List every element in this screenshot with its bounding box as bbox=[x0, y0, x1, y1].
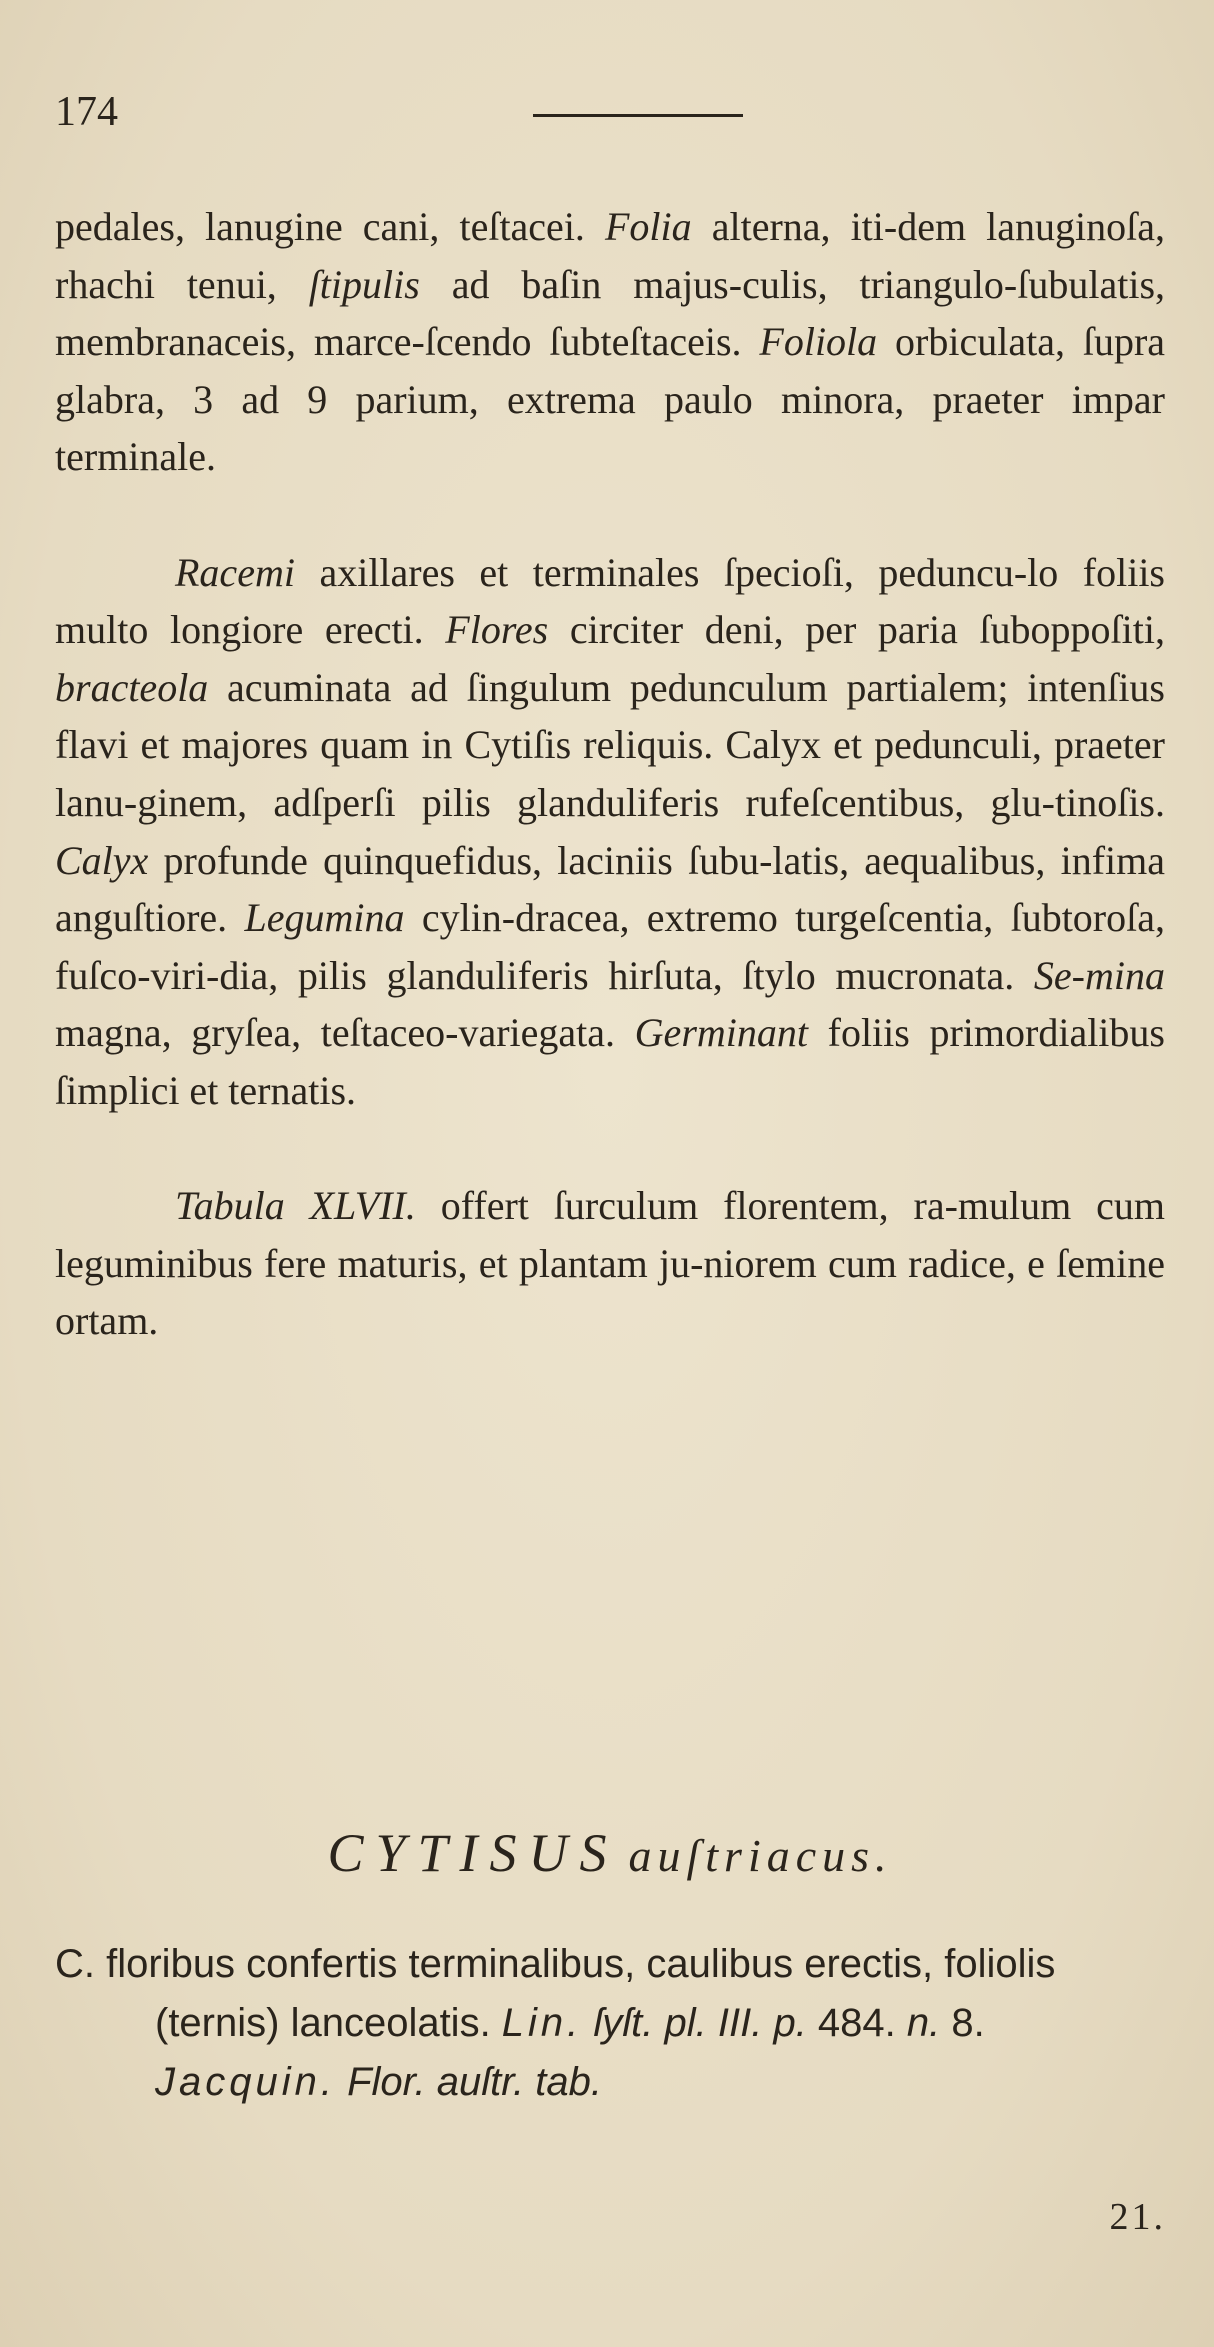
page-header bbox=[55, 88, 1165, 138]
text-run: profunde quinquefidus, laciniis ſubu-latis, aequalibus, infima anguſtiore. bbox=[55, 837, 1165, 941]
paragraph-description-flowers bbox=[55, 544, 1165, 1120]
reference-author-jacquin: Jacquin. bbox=[155, 2060, 336, 2104]
main-text bbox=[55, 198, 1165, 1350]
term-stipulis: ſtipulis bbox=[308, 261, 420, 307]
catchword: 21. bbox=[1109, 2196, 1166, 2238]
text-run: orbiculata, ſupra glabra, 3 ad 9 parium, extrema paulo minora, praeter impar terminale. bbox=[55, 319, 1166, 480]
text-run: axillares et terminales ſpecioſi, peduncu-lo foliis multo longiore erecti. bbox=[55, 549, 1165, 653]
reference-number-label: n. bbox=[906, 2001, 941, 2045]
term-folia: Folia bbox=[604, 204, 692, 249]
term-semina: Se-mina bbox=[1033, 952, 1165, 998]
term-racemi: Racemi bbox=[175, 549, 295, 595]
species-heading bbox=[55, 1822, 1165, 1884]
text-run: offert ſurculum florentem, ra-mulum cum leguminibus fere maturis, et plantam ju-niorem cum radice, e ſemine ortam. bbox=[55, 1183, 1166, 1344]
header-rule bbox=[533, 114, 743, 117]
term-tabula: Tabula XLVII. bbox=[175, 1183, 416, 1229]
text-run: acuminata ad ſingulum pedunculum partialem; intenſius flavi et majores quam in Cytiſis reliquis. Calyx et pedunculi, praeter lanu-ginem, adſperſi pilis glanduliferis rufeſcentibus, glu-tinoſis. bbox=[55, 664, 1165, 825]
reference-linnaeus: ſyſt. pl. III. p. bbox=[582, 2001, 807, 2045]
term-legumina: Legumina bbox=[244, 895, 405, 941]
term-flores: Flores bbox=[445, 607, 549, 653]
term-germinant: Germinant bbox=[634, 1010, 808, 1056]
text-run: cylin-dracea, extremo turgeſcentia, ſubtoroſa, fuſco-viri-dia, pilis glanduliferis hirſuta, ſtylo mucronata. bbox=[55, 895, 1165, 998]
reference-jacquin: Flor. auſtr. tab. bbox=[335, 2060, 602, 2104]
reference-number: 8. bbox=[940, 2001, 985, 2045]
text-run: foliis primordialibus ſimplici et ternatis. bbox=[55, 1010, 1165, 1113]
page-number: 174 bbox=[55, 89, 118, 135]
paragraph-description-leaves bbox=[55, 198, 1165, 486]
text-run: ad baſin majus-culis, triangulo-ſubulatis, membranaceis, marce-ſcendo ſubteſtaceis. bbox=[55, 261, 1166, 365]
text-run: pedales, lanugine cani, teſtacei. bbox=[55, 204, 605, 249]
reference-page: 484. bbox=[806, 2001, 907, 2045]
paragraph-tabula bbox=[55, 1177, 1165, 1350]
term-bracteola: bracteola bbox=[55, 664, 209, 710]
species-diagnosis bbox=[55, 1935, 1165, 2112]
text-run: magna, gryſea, teſtaceo-variegata. bbox=[55, 1010, 635, 1056]
diagnosis-text: C. floribus confertis terminalibus, caulibus erectis, foliolis (ternis) lanceolatis. bbox=[55, 1942, 1056, 2045]
species-epithet: auſtriacus. bbox=[628, 1830, 893, 1881]
genus-name: CYTISUS bbox=[327, 1823, 619, 1883]
term-calyx: Calyx bbox=[55, 837, 149, 883]
text-run: alterna, iti-dem lanuginoſa, rhachi tenui, bbox=[55, 204, 1166, 307]
term-foliola: Foliola bbox=[759, 319, 878, 365]
text-run: circiter deni, per paria ſuboppoſiti, bbox=[548, 607, 1165, 653]
reference-author-linnaeus: Lin. bbox=[501, 2001, 583, 2045]
diagnosis-paragraph bbox=[55, 1935, 1165, 2112]
